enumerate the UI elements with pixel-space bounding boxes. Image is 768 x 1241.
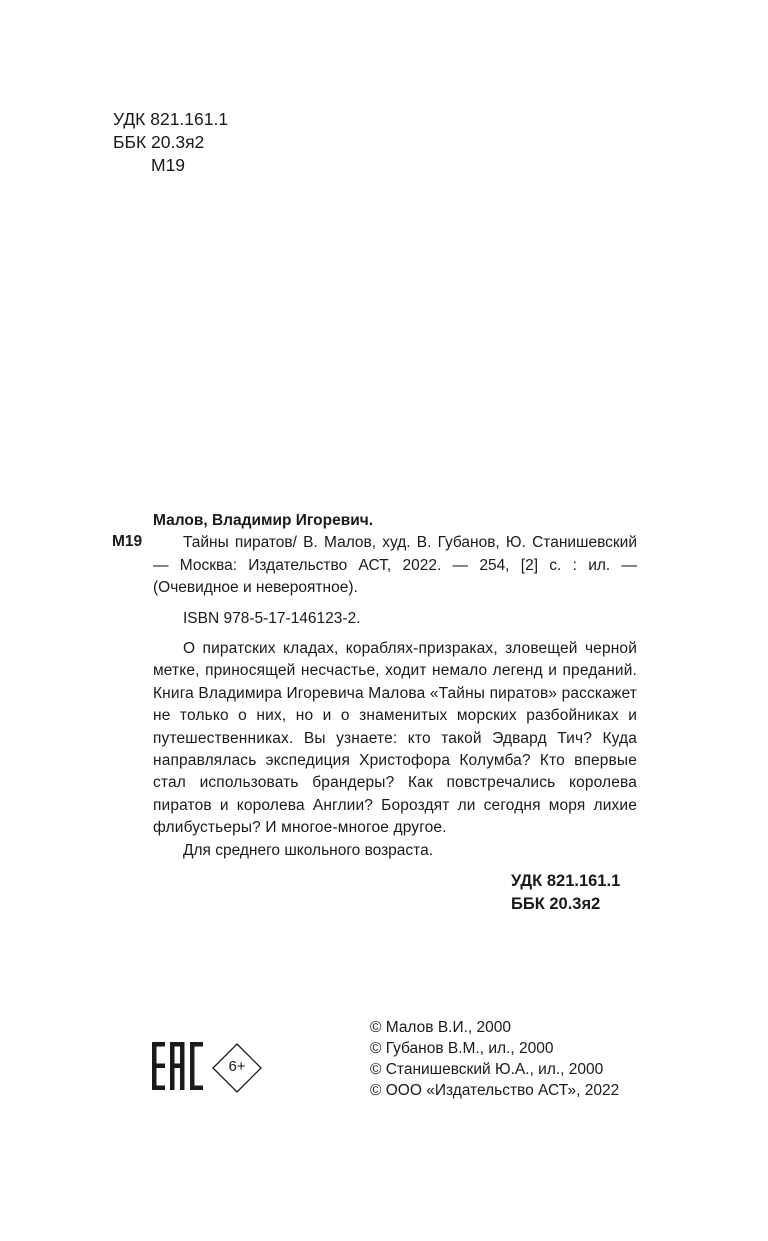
author-name: Малов, Владимир Игоревич. — [153, 512, 374, 529]
copyright-line: © Станишевский Ю.А., ил., 2000 — [370, 1061, 604, 1078]
eac-conformity-icon — [152, 1042, 204, 1090]
header-bbk: ББК 20.3я2 — [113, 132, 205, 152]
audience-note: Для среднего школьного возраста. — [183, 841, 434, 859]
annotation: О пиратских кладах, кораблях-призраках, зловещей черной метке, приносящей несчастье, ходит немало легенд и преданий. Книга Владимира Игоревича Малова «Тайны пиратов» расскажет не только о них, но и о знаменитых морских разбойниках и путешественниках. Вы узнаете: кто такой Эдвард Тич? Куда направлялась экспедиция Христофора Колумба? Кто впервые стал использовать брандеры? Как повстречались королева пиратов и королева Англии? Бороздят ли сегодня моря лихие флибустьеры? И многое-многое другое. — [153, 640, 637, 837]
entry-udk: УДК 821.161.1 — [511, 872, 621, 891]
header-udk: УДК 821.161.1 — [113, 109, 229, 129]
age-rating-label: 6+ — [228, 1058, 246, 1075]
copyright-line: © Малов В.И., 2000 — [370, 1019, 511, 1036]
catalog-entry — [153, 510, 637, 916]
copyright-list — [370, 1017, 619, 1101]
copyright-line: © Губанов В.М., ил., 2000 — [370, 1040, 554, 1057]
copyright-line: © ООО «Издательство АСТ», 2022 — [370, 1082, 620, 1099]
isbn: ISBN 978-5-17-146123-2. — [183, 609, 361, 627]
bibliographic-description: Тайны пиратов/ В. Малов, худ. В. Губанов, Ю. Станишевский — Москва: Издательство АСТ, 2022. — 254, [2] с. : ил. — (Очевидное и невероятное). — [153, 534, 637, 597]
header-classification-codes — [113, 108, 228, 177]
entry-author-mark: М19 — [112, 533, 143, 550]
entry-bbk: ББК 20.3я2 — [511, 895, 601, 914]
header-author-mark: М19 — [151, 155, 186, 175]
entry-classification-codes — [153, 870, 637, 916]
age-rating-badge — [212, 1043, 262, 1093]
